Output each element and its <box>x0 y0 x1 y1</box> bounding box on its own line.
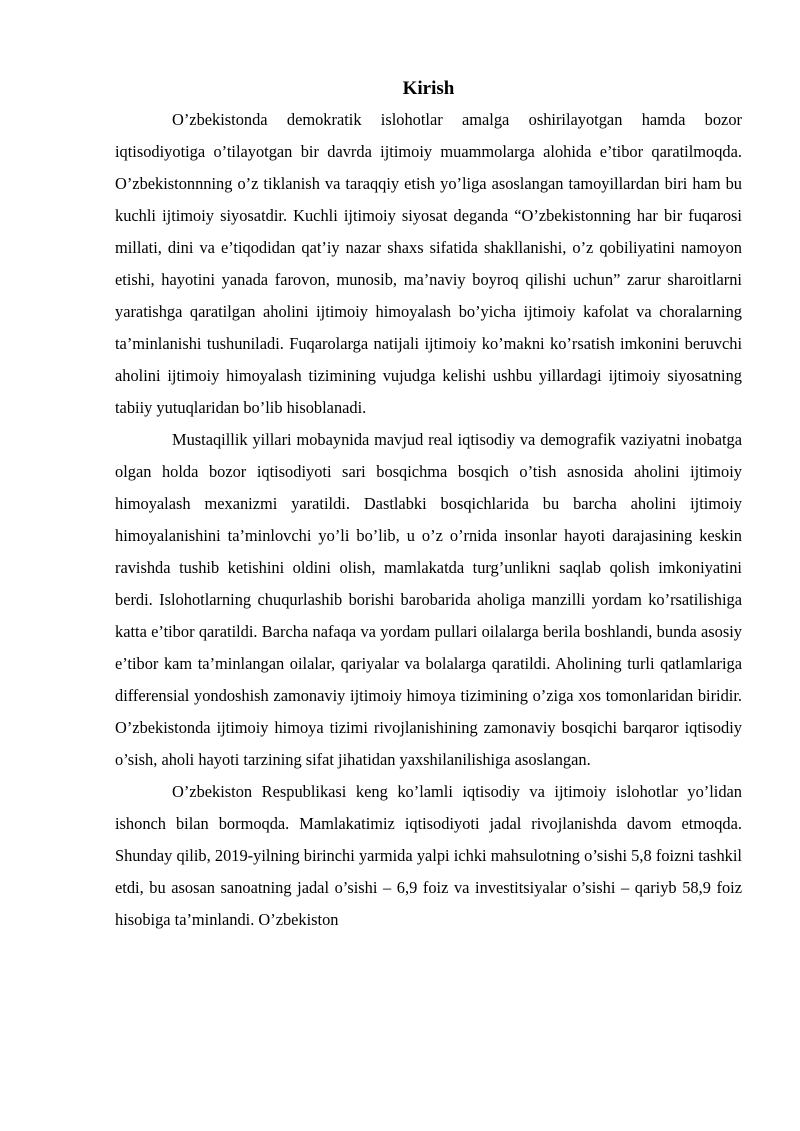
paragraph-3: O’zbekiston Respublikasi keng ko’lamli iqtisodiy va ijtimoiy islohotlar yo’lidan ishonch bilan bormoqda. Mamlakatimiz iqtisodiyoti jadal rivojlanishda davom etmoqda. Shunday qilib, 2019-yilning birinchi yarmida yalpi ichki mahsulotning o’sishi 5,8 foizni tashkil etdi, bu asosan sanoatning jadal o’sishi – 6,9 foiz va investitsiyalar o’sishi – qariyb 58,9 foiz hisobiga ta’minlandi. O’zbekiston <box>115 782 742 929</box>
paragraph-1: O’zbekistonda demokratik islohotlar amalga oshirilayotgan hamda bozor iqtisodiyotiga o’tilayotgan bir davrda ijtimoiy muammolarga alohida e’tibor qaratilmoqda. O’zbekistonnning o’z tiklanish va taraqqiy etish yo’liga asoslangan tamoyillardan biri ham bu kuchli ijtimoiy siyosatdir. Kuchli ijtimoiy siyosat deganda “O’zbekistonning har bir fuqarosi millati, dini va e’tiqodidan qat’iy nazar shaxs sifatida shakllanishi, o’z qobiliyatini namoyon etishi, hayotini yanada farovon, munosib, ma’naviy boyroq qilishi uchun” zarur sharoitlarni yaratishga qaratilgan aholini ijtimoiy himoyalash bo’yicha ijtimoiy kafolat va choralarning ta’minlanishi tushuniladi. Fuqarolarga natijali ijtimoiy ko’makni ko’rsatish imkonini beruvchi aholini ijtimoiy himoyalash tizimining vujudga kelishi ushbu yillardagi ijtimoiy siyosatning tabiiy yutuqlaridan bo’lib hisoblanadi. <box>115 110 742 417</box>
document-page <box>115 76 742 936</box>
paragraph-2: Mustaqillik yillari mobaynida mavjud real iqtisodiy va demografik vaziyatni inobatga olgan holda bozor iqtisodiyoti sari bosqichma bosqich o’tish asnosida aholini ijtimoiy himoyalash mexanizmi yaratildi. Dastlabki bosqichlarida bu barcha aholini ijtimoiy himoyalanishini ta’minlovchi yo’li bo’lib, u o’z o’rnida insonlar hayoti darajasining keskin ravishda tushib ketishini oldini olish, mamlakatda turg’unlikni saqlab qolish imkoniyatini berdi. Islohotlarning chuqurlashib borishi barobarida aholiga manzilli yordam ko’rsatilishiga katta e’tibor qaratildi. Barcha nafaqa va yordam pullari oilalarga berila boshlandi, bunda asosiy e’tibor kam ta’minlangan oilalar, qariyalar va bolalarga qaratildi. Aholining turli qatlamlariga differensial yondoshish zamonaviy ijtimoiy himoya tizimining o’ziga xos tomonlaridan biridir. O’zbekistonda ijtimoiy himoya tizimi rivojlanishining zamonaviy bosqichi barqaror iqtisodiy o’sish, aholi hayoti tarzining sifat jihatidan yaxshilanilishiga asoslangan. <box>115 430 742 769</box>
page-title: Kirish <box>402 78 455 99</box>
